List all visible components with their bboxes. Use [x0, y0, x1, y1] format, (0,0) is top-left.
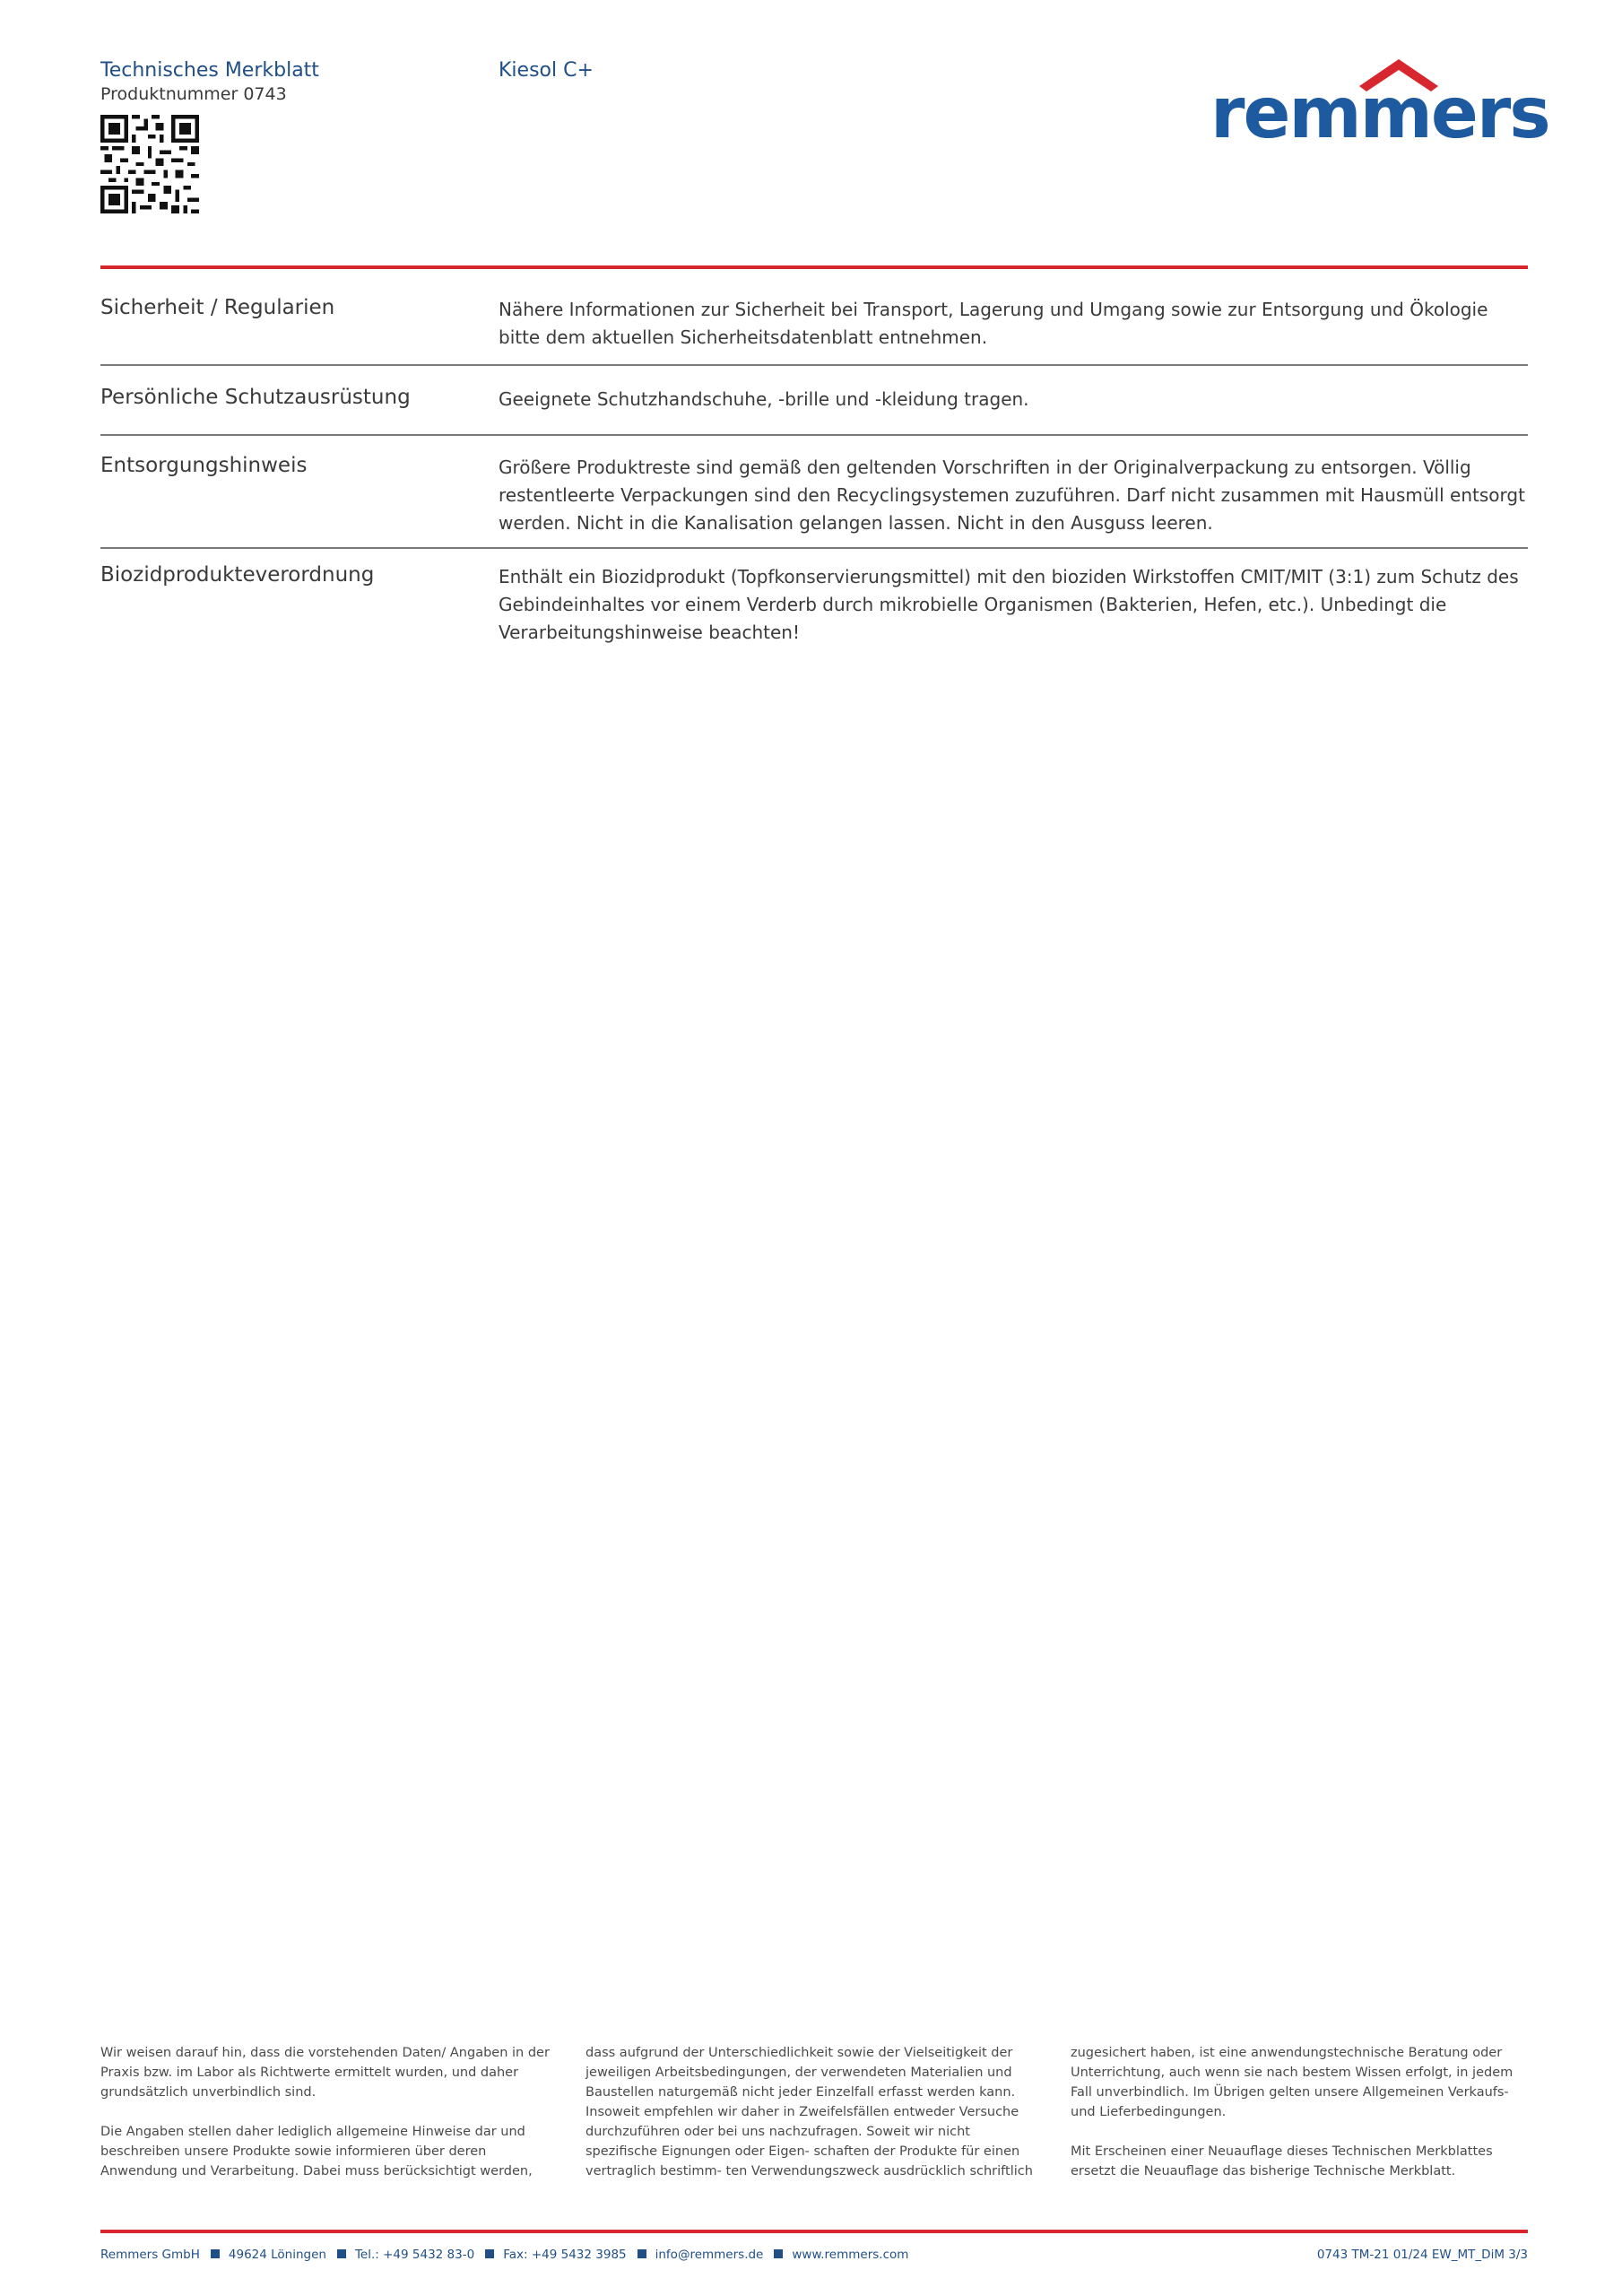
section-protective-equipment	[100, 366, 1528, 436]
square-bullet-icon	[485, 2249, 494, 2258]
footer-disclaimer	[100, 2043, 1528, 2205]
disclaimer-paragraph: Mit Erscheinen einer Neuauflage dieses Technischen Merkblattes ersetzt die Neuauflage das bisherige Technische Merkblatt.	[1071, 2144, 1493, 2179]
disclaimer-column-1	[100, 2043, 558, 2201]
company-name: Remmers GmbH	[100, 2248, 200, 2262]
section-text: Geeignete Schutzhandschuhe, -brille und -kleidung tragen.	[499, 388, 1029, 410]
qr-code-icon[interactable]	[100, 115, 199, 213]
disclaimer-paragraph: zugesichert haben, ist eine anwendungstechnische Beratung oder Unterrichtung, auch wenn sie nach bestem Wissen erfolgt, in jedem Fall unverbindlich. Im Übrigen gelten unsere Allgemeinen Verkaufs- und Lieferbedingungen.	[1071, 2046, 1514, 2119]
document-type: Technisches Merkblatt	[100, 59, 319, 82]
section-label: Biozidprodukteverordnung	[100, 563, 375, 587]
footer-divider	[100, 2230, 1528, 2233]
section-text: Nähere Informationen zur Sicherheit bei Transport, Lagerung und Umgang sowie zur Entsorgung und Ökologie bitte dem aktuellen Sicherheitsdatenblatt entnehmen.	[499, 299, 1488, 348]
remmers-logo[interactable]	[1210, 57, 1549, 165]
fax-number: Fax: +49 5432 3985	[503, 2248, 627, 2262]
square-bullet-icon	[774, 2249, 783, 2258]
product-number: Produktnummer 0743	[100, 84, 287, 104]
product-name: Kiesol C+	[499, 59, 594, 82]
square-bullet-icon	[638, 2249, 646, 2258]
section-safety	[100, 269, 1528, 366]
company-city: 49624 Löningen	[228, 2248, 326, 2262]
contact-line	[100, 2248, 908, 2262]
section-label: Entsorgungshinweis	[100, 454, 308, 477]
section-text: Enthält ein Biozidprodukt (Topfkonservierungsmittel) mit den bioziden Wirkstoffen CMIT/MIT (3:1) zum Schutz des Gebindeinhaltes vor einem Verderb durch mikrobielle Organismen (Bakterien, Hefen, etc.). Unbedingt die Verarbeitungshinweise beachten!	[499, 566, 1519, 643]
website-link[interactable]: www.remmers.com	[792, 2248, 909, 2262]
section-label: Persönliche Schutzausrüstung	[100, 386, 411, 409]
section-disposal	[100, 436, 1528, 549]
document-reference: 0743 TM-21 01/24 EW_MT_DiM 3/3	[1316, 2248, 1528, 2262]
email-link[interactable]: info@remmers.de	[655, 2248, 764, 2262]
disclaimer-column-3	[1071, 2043, 1528, 2201]
logo-wordmark: remmers	[1210, 74, 1549, 154]
phone-number[interactable]: Tel.: +49 5432 83-0	[354, 2248, 475, 2262]
section-biocide	[100, 549, 1528, 657]
square-bullet-icon	[211, 2249, 220, 2258]
disclaimer-paragraph: Die Angaben stellen daher lediglich allgemeine Hinweise dar und beschreiben unsere Produkte sowie informieren über deren Anwendung und Verarbeitung. Dabei muss berücksichtigt werden,	[100, 2125, 533, 2179]
square-bullet-icon	[337, 2249, 346, 2258]
disclaimer-paragraph: Wir weisen darauf hin, dass die vorstehenden Daten/ Angaben in der Praxis bzw. im Labor als Richtwerte ermittelt wurden, und daher grundsätzlich unverbindlich sind.	[100, 2046, 550, 2100]
disclaimer-column-2	[585, 2043, 1043, 2201]
section-label: Sicherheit / Regularien	[100, 296, 335, 319]
disclaimer-paragraph: dass aufgrund der Unterschiedlichkeit sowie der Vielseitigkeit der jeweiligen Arbeitsbedingungen, der verwendeten Materialien und Baustellen naturgemäß nicht jeder Einzelfall erfasst werden kann. Insoweit empfehlen wir daher in Zweifelsfällen entweder Versuche durchzuführen oder bei uns nachzufragen. Soweit wir nicht spezifische Eignungen oder Eigen- schaften der Produkte für einen vertraglich bestimm- ten Verwendungszweck ausdrücklich schriftlich	[585, 2046, 1033, 2179]
section-text: Größere Produktreste sind gemäß den geltenden Vorschriften in der Originalverpackung zu entsorgen. Völlig restentleerte Verpackungen sind den Recyclingsystemen zuzuführen. Darf nicht zusammen mit Hausmüll entsorgt werden. Nicht in die Kanalisation gelangen lassen. Nicht in den Ausguss leeren.	[499, 457, 1525, 534]
